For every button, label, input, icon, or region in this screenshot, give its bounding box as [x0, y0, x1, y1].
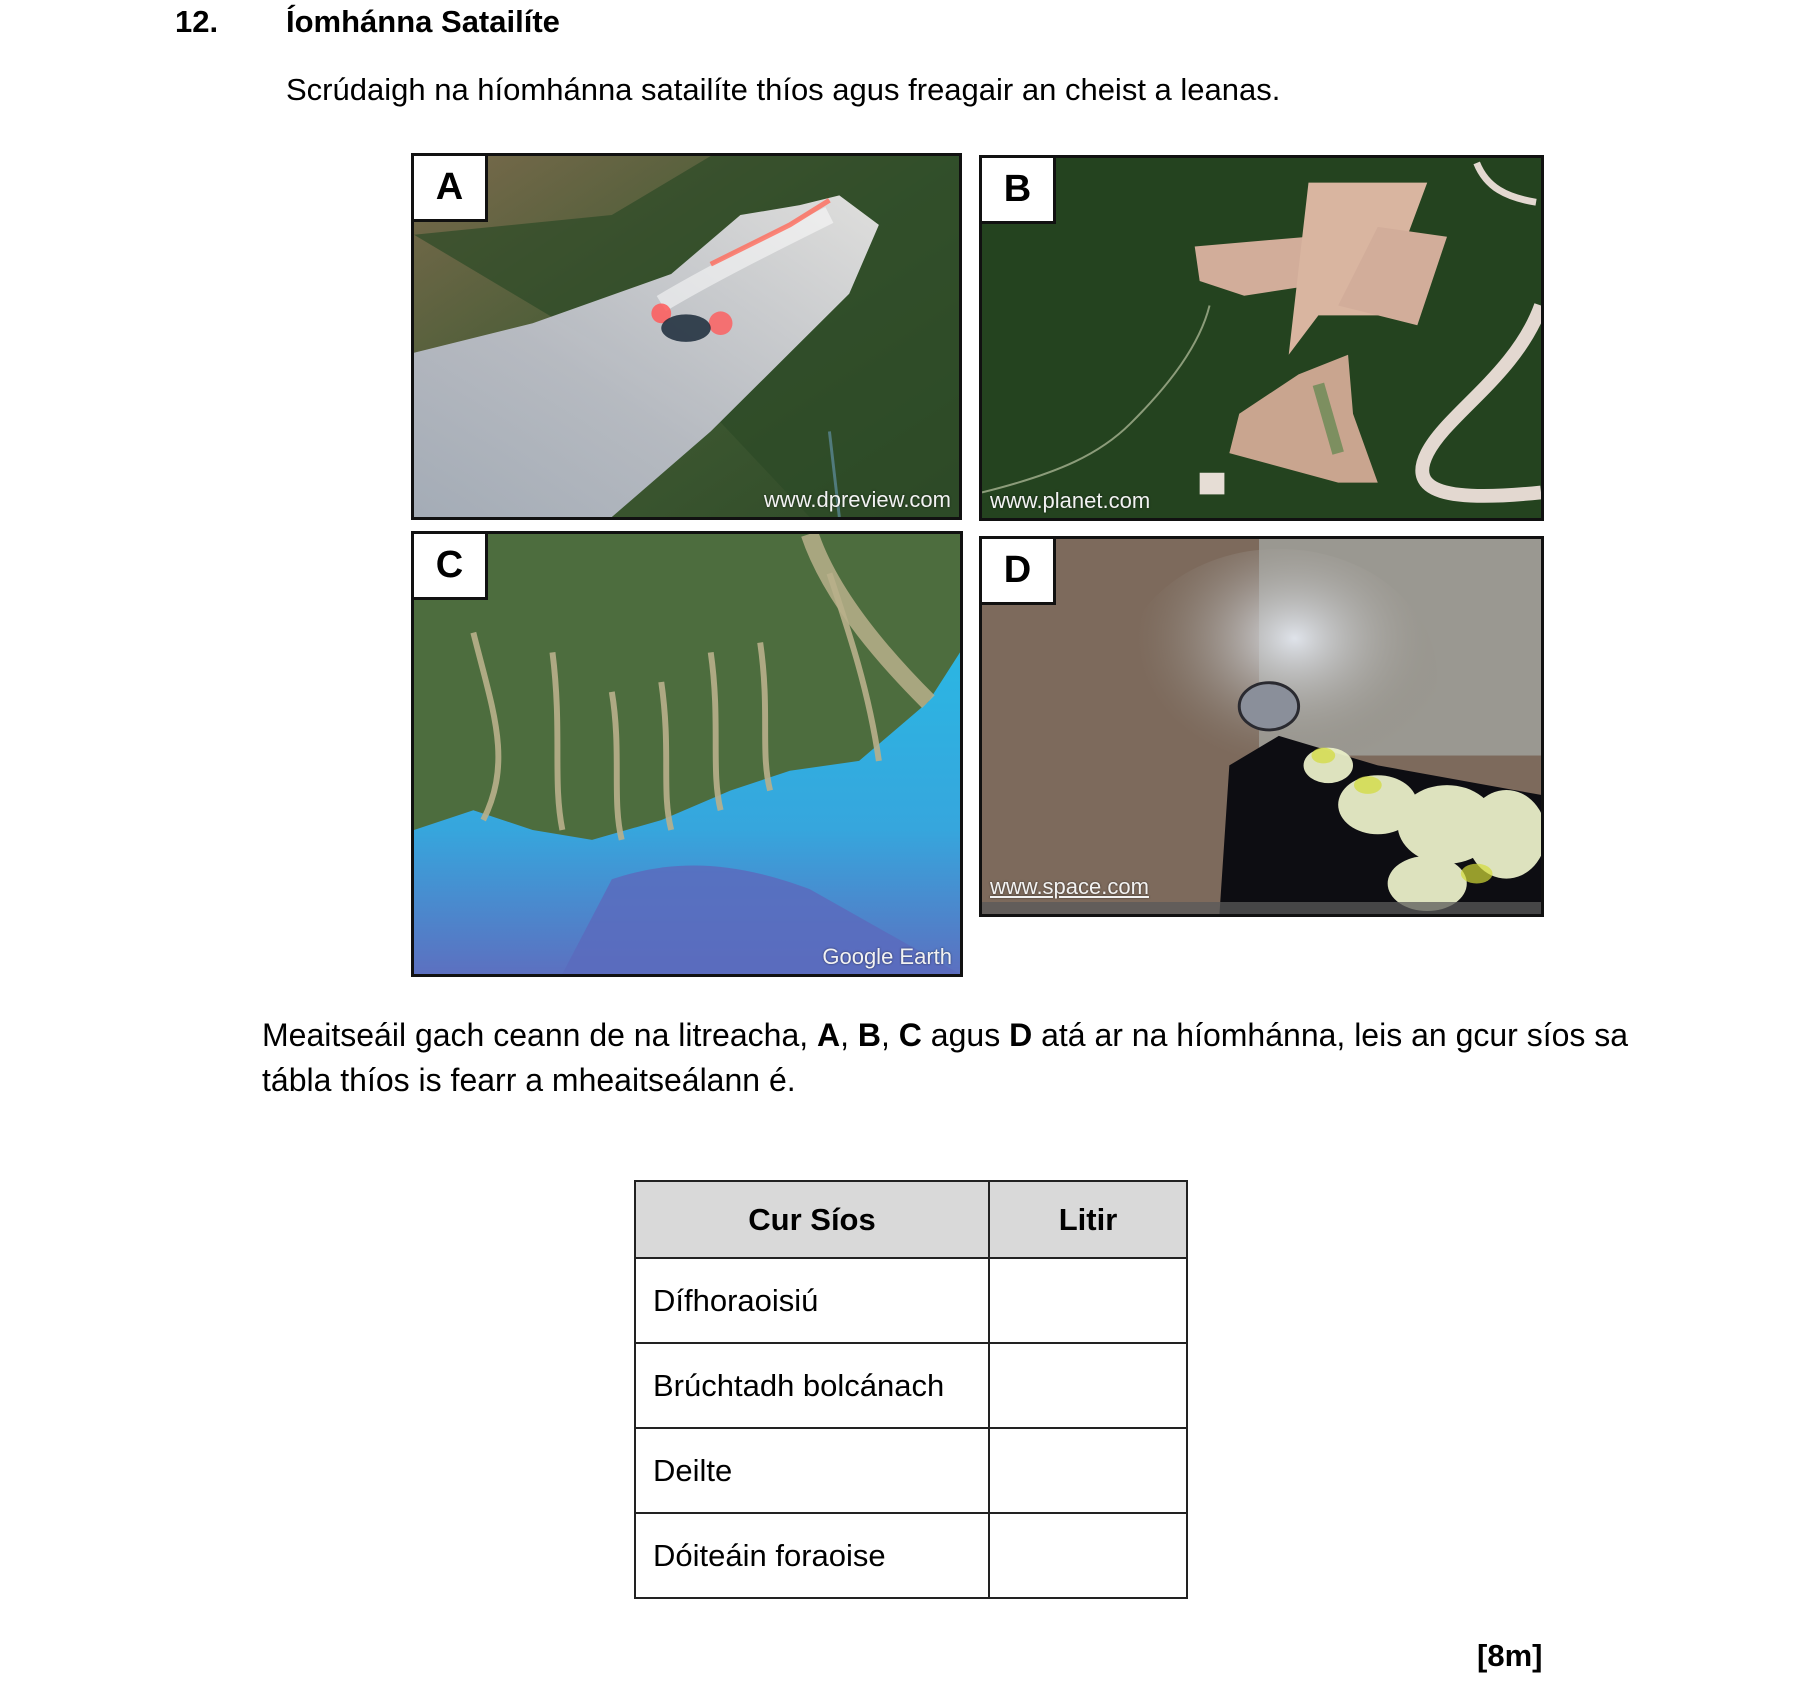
- satellite-image-a: [411, 153, 962, 520]
- table-header-row: [635, 1181, 1187, 1258]
- marks-label: [8m]: [1477, 1638, 1543, 1673]
- table-row: [635, 1258, 1187, 1343]
- satellite-image-b: [979, 155, 1544, 521]
- river-delta-image: [414, 534, 960, 974]
- description-cell: Deilte: [635, 1428, 989, 1513]
- panel-label-c: C: [414, 534, 488, 600]
- letter-answer-cell[interactable]: [989, 1258, 1187, 1343]
- volcanic-eruption-image: [982, 539, 1541, 914]
- question-instruction: Scrúdaigh na híomhánna satailíte thíos agus freagair an cheist a leanas.: [286, 72, 1281, 107]
- header-letter: Litir: [989, 1181, 1187, 1258]
- source-watermark-d: www.space.com: [990, 874, 1149, 899]
- letter-b: B: [857, 1017, 882, 1053]
- panel-label-a: A: [414, 156, 488, 222]
- panel-label-d: D: [982, 539, 1056, 605]
- letter-answer-cell[interactable]: [989, 1343, 1187, 1428]
- matching-table: [634, 1180, 1188, 1599]
- table-row: [635, 1513, 1187, 1598]
- question-title: Íomhánna Satailíte: [286, 4, 560, 39]
- separator: ,: [840, 1017, 858, 1053]
- source-watermark-c: Google Earth: [822, 944, 952, 969]
- conjunction: agus: [921, 1017, 1010, 1053]
- satellite-image-c: [411, 531, 963, 977]
- table-row: [635, 1428, 1187, 1513]
- question-number: 12.: [175, 4, 219, 39]
- satellite-image-d: [979, 536, 1544, 917]
- source-watermark-a: www.dpreview.com: [763, 487, 951, 512]
- task-instructions: [262, 1013, 1662, 1103]
- deforestation-image: [982, 158, 1541, 518]
- letter-d: D: [1009, 1017, 1033, 1053]
- description-cell: Dóiteáin foraoise: [635, 1513, 989, 1598]
- letter-answer-cell[interactable]: [989, 1428, 1187, 1513]
- panel-label-b: B: [982, 158, 1056, 224]
- forest-fire-image: [414, 156, 959, 517]
- separator: ,: [881, 1017, 899, 1053]
- description-cell: Dífhoraoisiú: [635, 1258, 989, 1343]
- letter-answer-cell[interactable]: [989, 1513, 1187, 1598]
- letter-c: C: [898, 1017, 922, 1053]
- image-credit-strip: [982, 902, 1541, 914]
- letter-a: A: [817, 1017, 841, 1053]
- header-description: Cur Síos: [635, 1181, 989, 1258]
- table-row: [635, 1343, 1187, 1428]
- description-cell: Brúchtadh bolcánach: [635, 1343, 989, 1428]
- source-watermark-b: www.planet.com: [990, 488, 1151, 513]
- task-text-start: Meaitseáil gach ceann de na litreacha,: [262, 1017, 818, 1053]
- task-text-end: atá ar na híomhánna, leis an gcur síos sa tábla thíos is fearr a mheaitseálann é.: [262, 1017, 1629, 1098]
